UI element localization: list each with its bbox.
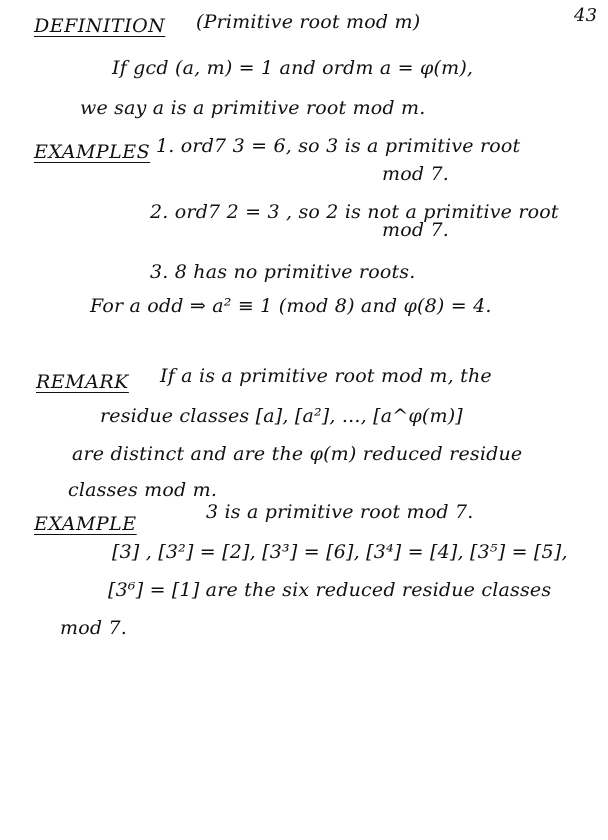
remark-heading: REMARK	[36, 371, 129, 393]
definition-line-2: we say a is a primitive root mod m.	[80, 97, 426, 119]
example-1-line-2: mod 7.	[382, 163, 449, 185]
page-number: 43	[574, 5, 598, 26]
example-line-3: [3⁶] = [1] are the six reduced residue classes	[108, 579, 552, 601]
remark-line-1: If a is a primitive root mod m, the	[160, 365, 492, 387]
example-line-2: [3] , [3²] = [2], [3³] = [6], [3⁴] = [4], [3⁵] = [5],	[112, 541, 568, 563]
example-2-line-1: 2. ord7 2 = 3 , so 2 is not a primitive root	[150, 201, 559, 223]
example-line-1: 3 is a primitive root mod 7.	[206, 501, 474, 523]
example-3-line: 3. 8 has no primitive roots.	[150, 261, 416, 283]
definition-heading: DEFINITION	[34, 15, 166, 37]
example-heading: EXAMPLE	[34, 513, 137, 535]
definition-title: (Primitive root mod m)	[196, 11, 421, 33]
example-1-line-1: 1. ord7 3 = 6, so 3 is a primitive root	[156, 135, 521, 157]
remark-line-4: classes mod m.	[68, 479, 218, 501]
remark-line-3: are distinct and are the φ(m) reduced residue	[72, 443, 523, 465]
definition-line-1: If gcd (a, m) = 1 and ordm a = φ(m),	[112, 57, 474, 79]
example-3-reason: For a odd ⇒ a² ≡ 1 (mod 8) and φ(8) = 4.	[90, 295, 492, 317]
remark-line-2: residue classes [a], [a²], ..., [a^φ(m)]	[100, 405, 463, 427]
example-line-4: mod 7.	[60, 617, 127, 639]
examples-heading: EXAMPLES	[34, 141, 151, 163]
example-2-line-2: mod 7.	[382, 219, 449, 241]
